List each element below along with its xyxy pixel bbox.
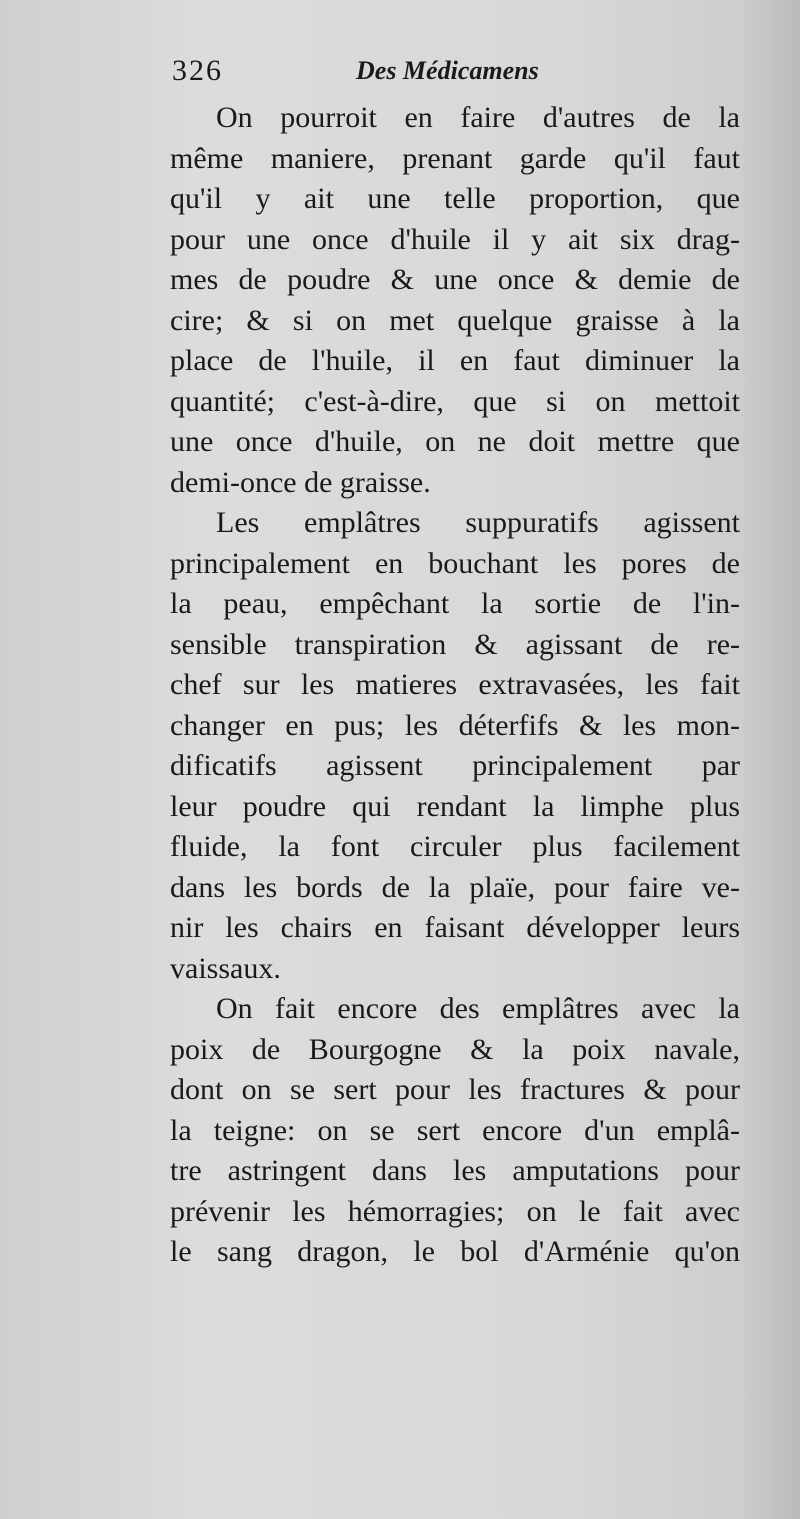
text-line: nir les chairs en faisant développer leurs xyxy=(170,911,740,944)
text-line: la peau, empêchant la sortie de l'in- xyxy=(170,587,740,620)
text-line: changer en pus; les déterfifs & les mon- xyxy=(170,708,740,742)
page-number: 326 xyxy=(172,54,223,87)
text-line: mes de poudre & une once & demie de xyxy=(170,263,740,296)
text-line: vaissaux. xyxy=(170,951,281,985)
text-line: même maniere, prenant garde qu'il faut xyxy=(170,141,740,175)
text-line: le sang dragon, le bol d'Arménie qu'on xyxy=(170,1235,740,1268)
text-line: sensible transpiration & agissant de re- xyxy=(170,627,740,661)
text-line: quantité; c'est-à-dire, que si on mettoit xyxy=(170,384,740,418)
text-line: dificatifs agissent principalement par xyxy=(170,749,740,782)
body-text xyxy=(170,98,740,1273)
text-line: demi-once de graisse. xyxy=(170,465,431,499)
text-line: poix de Bourgogne & la poix navale, xyxy=(170,1032,740,1066)
text-line: une once d'huile, on ne doit mettre que xyxy=(170,425,740,458)
text-line: dont on se sert pour les fractures & pour xyxy=(170,1073,740,1106)
text-line: place de l'huile, il en faut diminuer la xyxy=(170,344,740,377)
text-line: chef sur les matieres extravasées, les fait xyxy=(170,668,740,701)
text-line: prévenir les hémorragies; on le fait avec xyxy=(170,1194,740,1228)
text-line: principalement en bouchant les pores de xyxy=(170,546,740,580)
text-line: On pourroit en faire d'autres de la xyxy=(216,101,740,134)
text-line: dans les bords de la plaïe, pour faire ve- xyxy=(170,870,740,904)
page-header xyxy=(172,52,742,102)
text-line: pour une once d'huile il y ait six drag- xyxy=(170,222,740,256)
text-line: On fait encore des emplâtres avec la xyxy=(216,992,740,1025)
text-line: la teigne: on se sert encore d'un emplâ- xyxy=(170,1113,740,1147)
text-line: cire; & si on met quelque graisse à la xyxy=(170,303,740,337)
text-line: fluide, la font circuler plus facilement xyxy=(170,830,740,863)
text-line: qu'il y ait une telle proportion, que xyxy=(170,182,740,215)
running-title: Des Médicamens xyxy=(356,56,539,85)
text-line: leur poudre qui rendant la limphe plus xyxy=(170,789,740,823)
text-line: tre astringent dans les amputations pour xyxy=(170,1154,740,1187)
text-line: Les emplâtres suppuratifs agissent xyxy=(216,506,740,539)
